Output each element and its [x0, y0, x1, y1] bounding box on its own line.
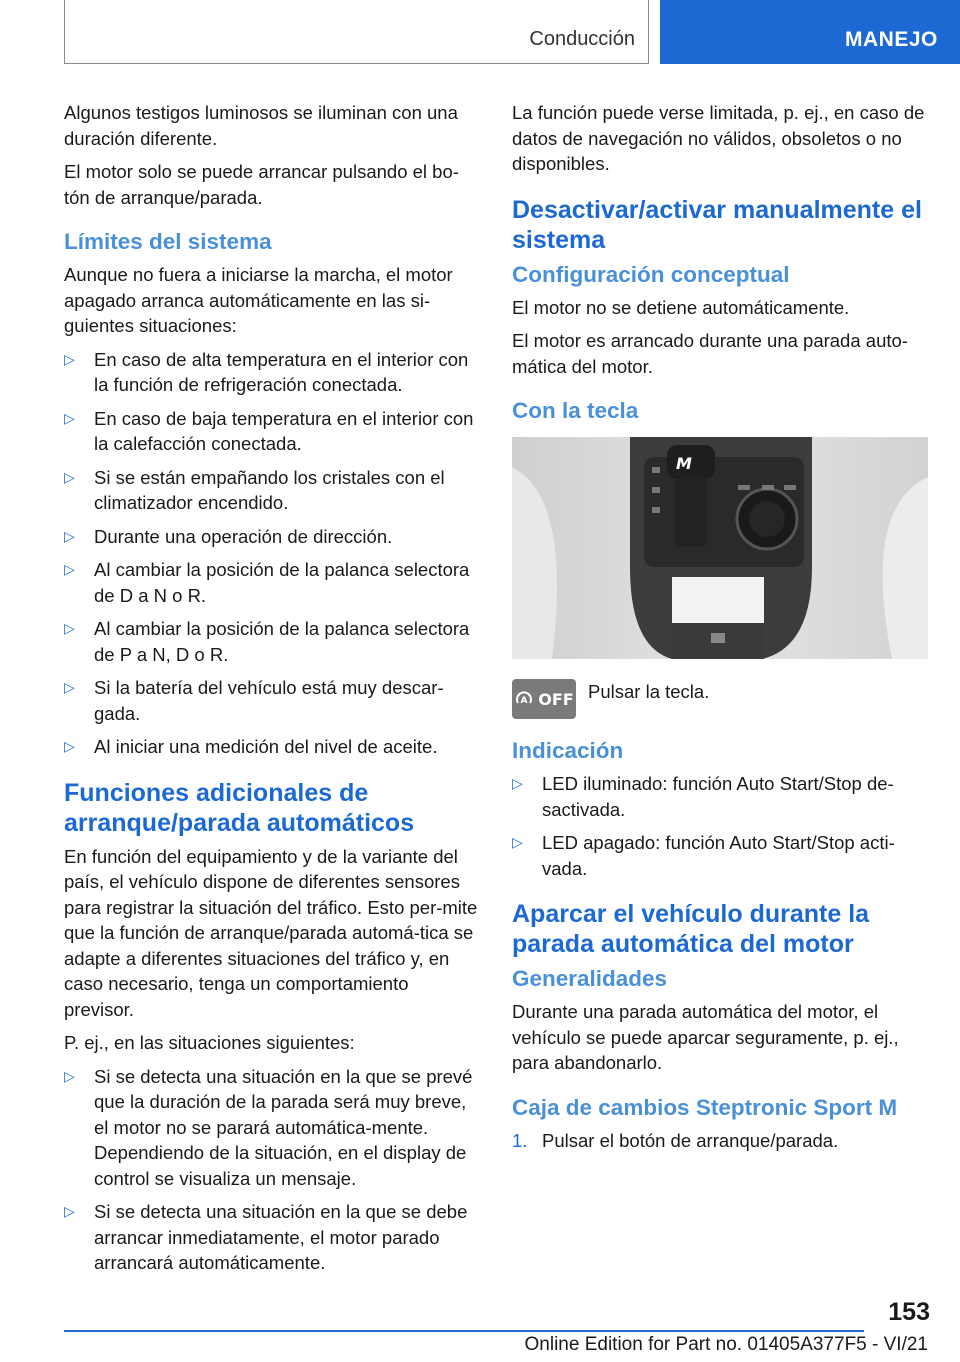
list-item: ▷ En caso de baja temperatura en el interior con la calefacción conectada. — [64, 407, 474, 454]
heading-park-vehicle: Aparcar el vehículo durante la parada automática del motor — [512, 900, 870, 958]
list-item: ▷ Si la batería del vehículo está muy descar-gada. — [64, 677, 444, 724]
list-item: ▷ Si se están empañando los cristales con el climatizador encendido. — [64, 466, 445, 513]
paragraph: Algunos testigos luminosos se iluminan con una duración diferente. — [64, 102, 458, 149]
heading-with-button: Con la tecla — [512, 398, 639, 423]
triangle-bullet-icon: ▷ — [512, 775, 523, 791]
heading-additional-functions: Funciones adicionales de arranque/parada automáticos — [64, 778, 415, 837]
auto-start-stop-off-icon — [512, 679, 576, 719]
list-item: ▷ En caso de alta temperatura en el interior con la función de refrigeración conectada. — [64, 348, 469, 395]
step-number: 1. — [512, 1129, 528, 1151]
list-item: ▷ Al cambiar la posición de la palanca selectora de D a N o R. — [64, 559, 470, 606]
auto-start-stop-symbol-icon — [514, 689, 534, 709]
list-item: ▷ LED iluminado: función Auto Start/Stop de-sactivada. — [512, 773, 894, 820]
list-item: ▷ Al cambiar la posición de la palanca selectora de P a N, D o R. — [64, 618, 470, 665]
paragraph: En función del equipamiento y de la variante del país, el vehículo dispone de diferentes sensores para registrar la situación del tráfico. Esto per-mite que la función de arranque/parada automá-tica se adapte a diferentes situaciones del tráfico y, en caso necesario, tenga un comportamiento previsor. — [64, 845, 478, 1020]
section-title: Conducción — [529, 28, 635, 50]
list-item: 1. Pulsar el botón de arranque/parada. — [512, 1128, 928, 1154]
list-item: ▷ Durante una operación de dirección. — [64, 524, 480, 550]
paragraph: La función puede verse limitada, p. ej., en caso de datos de navegación no válidos, obsoletos o no disponibles. — [512, 102, 925, 174]
indication-list — [512, 771, 928, 881]
triangle-bullet-icon: ▷ — [64, 527, 75, 544]
paragraph: P. ej., en las situaciones siguientes: — [64, 1032, 355, 1053]
situations-list — [64, 1064, 480, 1276]
triangle-bullet-icon: ▷ — [64, 738, 75, 754]
triangle-bullet-icon: ▷ — [64, 409, 75, 426]
list-item: ▷ Si se detecta una situación en la que se prevé que la duración de la parada será muy breve, el motor no se parará automática-mente. Dependiendo de la situación, en el display de control se visualiza un mensaje. — [64, 1065, 473, 1189]
triangle-bullet-icon: ▷ — [64, 561, 75, 577]
heading-system-limits: Límites del sistema — [64, 229, 272, 254]
triangle-bullet-icon: ▷ — [64, 1067, 75, 1084]
left-column — [64, 100, 480, 1286]
heading-gearbox: Caja de cambios Steptronic Sport M — [512, 1094, 898, 1120]
triangle-bullet-icon: ▷ — [512, 834, 523, 850]
list-item: ▷ Al iniciar una medición del nivel de aceite. — [64, 734, 480, 760]
heading-indication: Indicación — [512, 738, 624, 763]
m-logo-text: M — [676, 454, 692, 473]
steps-list — [512, 1128, 928, 1154]
heading-concept-config: Configuración conceptual — [512, 261, 790, 287]
off-label: OFF — [538, 689, 574, 709]
paragraph: El motor solo se puede arrancar pulsando el bo-tón de arranque/parada. — [64, 161, 459, 208]
triangle-bullet-icon: ▷ — [64, 679, 75, 695]
triangle-bullet-icon: ▷ — [64, 468, 75, 485]
footer-rule — [64, 1330, 864, 1332]
center-console-photo — [512, 437, 928, 659]
paragraph: El motor no se detiene automáticamente. — [512, 296, 850, 318]
right-column — [512, 100, 928, 1153]
triangle-bullet-icon: ▷ — [64, 350, 75, 367]
chapter-tab: MANEJO — [660, 0, 960, 64]
page-number: 153 — [888, 1298, 930, 1326]
triangle-bullet-icon: ▷ — [64, 1203, 75, 1219]
limits-list — [64, 347, 480, 760]
list-item: ▷ Si se detecta una situación en la que se debe arrancar inmediatamente, el motor parado arrancará automáticamente. — [64, 1201, 468, 1273]
paragraph: El motor es arrancado durante una parada auto-mática del motor. — [512, 330, 908, 377]
footer-edition: Online Edition for Part no. 01405A377F5 - VI/21 — [524, 1334, 928, 1355]
svg-text:A: A — [520, 696, 528, 706]
heading-manual-deactivate: Desactivar/activar manualmente el sistema — [512, 195, 922, 254]
paragraph: Aunque no fuera a iniciarse la marcha, el motor apagado arranca automáticamente en las si-guientes situaciones: — [64, 264, 453, 336]
list-item: ▷ LED apagado: función Auto Start/Stop acti-vada. — [512, 832, 895, 879]
key-instruction — [512, 679, 928, 719]
heading-general: Generalidades — [512, 966, 668, 991]
paragraph: Durante una parada automática del motor, el vehículo se puede aparcar seguramente, p. ej., para abandonarlo. — [512, 1001, 899, 1073]
triangle-bullet-icon: ▷ — [64, 620, 75, 636]
paragraph: Pulsar la tecla. — [588, 681, 710, 702]
center-console-illustration — [512, 437, 928, 659]
